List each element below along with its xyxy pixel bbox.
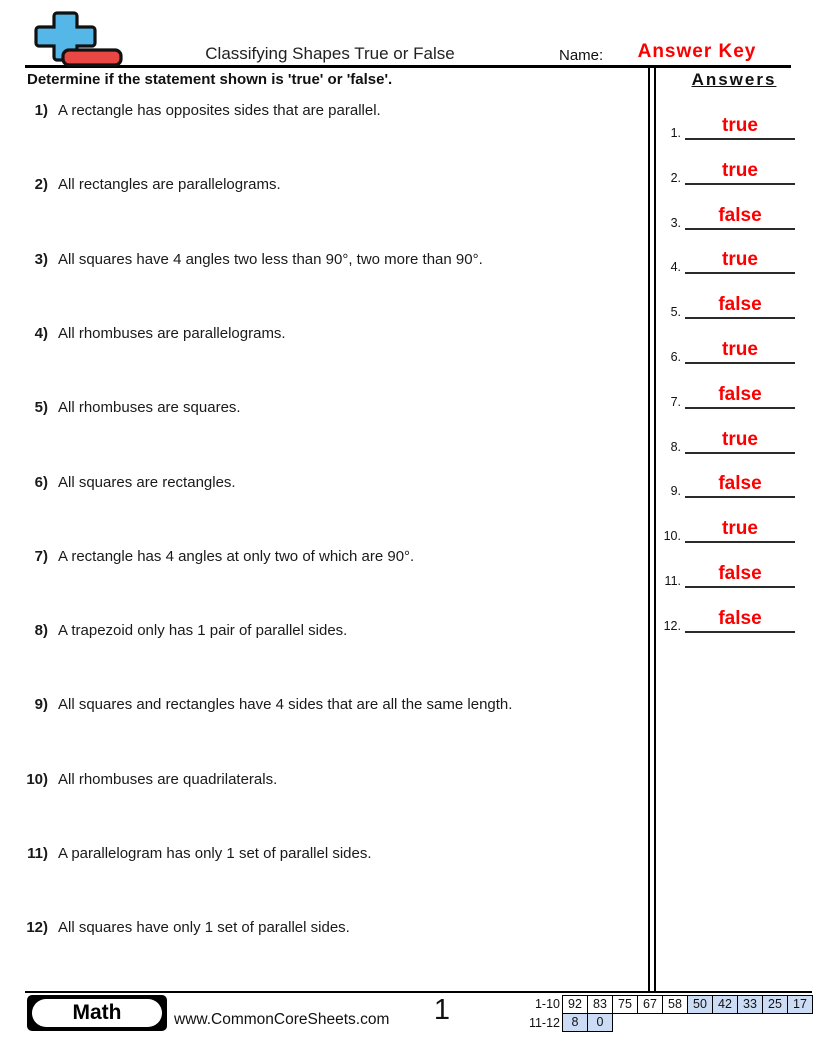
question-row: [0, 771, 645, 788]
score-cell: 42: [712, 995, 738, 1014]
score-cell: 75: [612, 995, 638, 1014]
question-text: A rectangle has 4 angles at only two of which are 90°.: [58, 548, 415, 565]
answer-blank-line: [685, 205, 795, 230]
answer-number: 4.: [670, 260, 681, 274]
answer-value: false: [718, 608, 762, 630]
answer-blank-line: [685, 339, 795, 364]
question-number: 12): [26, 919, 48, 936]
answer-value: false: [718, 563, 762, 585]
answer-row: [655, 560, 795, 588]
question-row: [0, 845, 645, 862]
score-cell: 25: [762, 995, 788, 1014]
answer-value: true: [722, 249, 758, 271]
subject-badge: [27, 995, 167, 1031]
answer-row: [655, 246, 795, 274]
answer-row: [655, 426, 795, 454]
answer-number: 12.: [663, 619, 681, 633]
answer-row: [655, 202, 795, 230]
answer-row: [655, 605, 795, 633]
answer-row: [655, 336, 795, 364]
answer-row: [655, 291, 795, 319]
question-text: All rhombuses are squares.: [58, 399, 241, 416]
header-divider-line: [25, 65, 791, 68]
answer-row: [655, 381, 795, 409]
question-row: [0, 325, 645, 342]
question-text: A parallelogram has only 1 set of parallel sides.: [58, 845, 372, 862]
answer-value: false: [718, 294, 762, 316]
answers-heading: Answers: [691, 70, 777, 89]
answer-blank-line: [685, 384, 795, 409]
question-text: All squares are rectangles.: [58, 474, 236, 491]
answer-value: true: [722, 115, 758, 137]
answer-blank-line: [685, 608, 795, 633]
name-label: Name:: [559, 47, 604, 64]
question-number: 1): [34, 102, 48, 119]
answer-row: [655, 157, 795, 185]
score-cell: 33: [737, 995, 763, 1014]
answer-value: false: [718, 473, 762, 495]
score-cell: 0: [587, 1013, 613, 1032]
question-number: 10): [26, 771, 48, 788]
question-row: [0, 176, 645, 193]
score-cell: 58: [662, 995, 688, 1014]
question-number: 11): [27, 845, 48, 862]
question-number: 2): [34, 176, 48, 193]
answer-blank-line: [685, 518, 795, 543]
score-cell: 67: [637, 995, 663, 1014]
question-row: [0, 251, 645, 268]
question-row: [0, 399, 645, 416]
score-cell: 50: [687, 995, 713, 1014]
answer-row: [655, 515, 795, 543]
website-link: www.CommonCoreSheets.com: [174, 1011, 390, 1028]
score-cell: 8: [562, 1013, 588, 1032]
answer-value: true: [722, 518, 758, 540]
question-number: 7): [34, 548, 48, 565]
question-row: [0, 474, 645, 491]
question-text: All squares and rectangles have 4 sides that are all the same length.: [58, 696, 513, 713]
answer-blank-line: [685, 249, 795, 274]
answer-blank-line: [685, 473, 795, 498]
commoncoresheets-plus-minus-logo-icon: [26, 10, 136, 68]
answer-number: 8.: [670, 440, 681, 454]
instruction-text: Determine if the statement shown is 'true' or 'false'.: [27, 71, 393, 88]
answer-blank-line: [685, 115, 795, 140]
question-text: All squares have only 1 set of parallel sides.: [58, 919, 350, 936]
score-row-label: 1-10: [534, 997, 560, 1011]
answer-blank-line: [685, 429, 795, 454]
answer-number: 6.: [670, 350, 681, 364]
answer-number: 7.: [670, 395, 681, 409]
page-title: Classifying Shapes True or False: [205, 44, 455, 63]
answer-blank-line: [685, 563, 795, 588]
answer-number: 2.: [670, 171, 681, 185]
question-text: All rhombuses are quadrilaterals.: [58, 771, 278, 788]
score-table: [526, 995, 813, 1033]
answer-number: 1.: [670, 126, 681, 140]
question-row: [0, 696, 645, 713]
answer-number: 3.: [670, 216, 681, 230]
question-number: 6): [34, 474, 48, 491]
question-number: 5): [34, 399, 48, 416]
question-text: All squares have 4 angles two less than 90°, two more than 90°.: [58, 251, 483, 268]
answer-blank-line: [685, 160, 795, 185]
subject-badge-label: Math: [32, 999, 162, 1027]
answer-key-label: Answer Key: [637, 41, 757, 62]
question-text: All rhombuses are parallelograms.: [58, 325, 286, 342]
question-text: A rectangle has opposites sides that are parallel.: [58, 102, 381, 119]
answer-row: [655, 112, 795, 140]
question-row: [0, 622, 645, 639]
score-cell: 17: [787, 995, 813, 1014]
score-cell: 83: [587, 995, 613, 1014]
answer-number: 9.: [670, 484, 681, 498]
question-row: [0, 102, 645, 119]
question-number: 8): [34, 622, 48, 639]
answer-value: true: [722, 160, 758, 182]
question-number: 4): [34, 325, 48, 342]
question-number: 9): [34, 696, 48, 713]
answer-number: 11.: [664, 574, 681, 588]
question-number: 3): [34, 251, 48, 268]
score-row-label: 11-12: [528, 1016, 560, 1030]
answer-row: [655, 470, 795, 498]
footer-divider-line: [25, 991, 812, 993]
answer-number: 5.: [670, 305, 681, 319]
answer-value: true: [722, 429, 758, 451]
answer-number: 10.: [663, 529, 681, 543]
answer-blank-line: [685, 294, 795, 319]
answer-value: false: [718, 205, 762, 227]
answer-value: true: [722, 339, 758, 361]
answer-value: false: [718, 384, 762, 406]
question-row: [0, 548, 645, 565]
score-cell: 92: [562, 995, 588, 1014]
score-row-1-10: [526, 995, 813, 1014]
question-text: A trapezoid only has 1 pair of parallel sides.: [58, 622, 348, 639]
score-row-11-12: [526, 1014, 813, 1033]
question-row: [0, 919, 645, 936]
question-text: All rectangles are parallelograms.: [58, 176, 281, 193]
page-number: 1: [433, 994, 451, 1026]
